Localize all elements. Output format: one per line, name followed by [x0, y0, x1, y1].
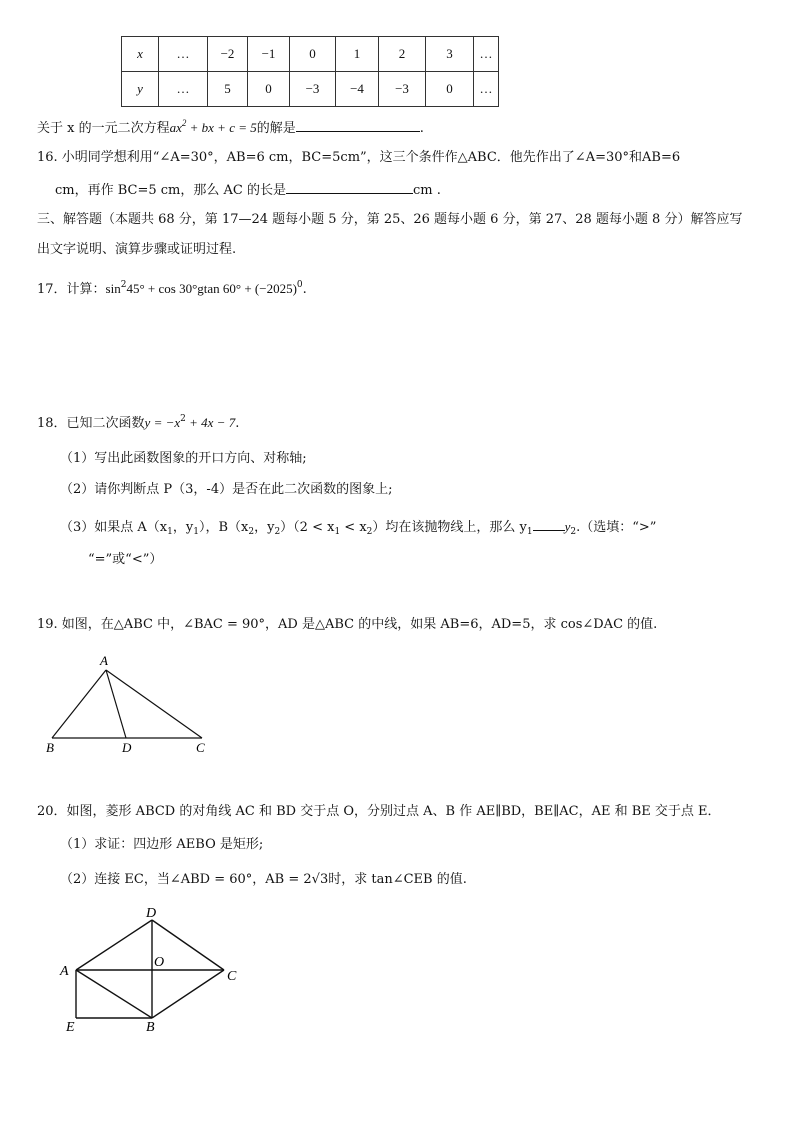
- table-cell: 1: [336, 37, 379, 72]
- question-20-part1: （1）求证：四边形 AEBO 是矩形;: [60, 837, 264, 852]
- question-19: 19. 如图，在△ABC 中，∠BAC = 90°，AD 是△ABC 的中线，如果 AB=6，AD=5，求 cos∠DAC 的值.: [37, 617, 658, 632]
- rhombus-figure: [56, 906, 256, 1036]
- label-C: C: [227, 969, 237, 984]
- table-row-y: [122, 72, 499, 107]
- q17-sin-exp: 2: [120, 280, 127, 290]
- label-C: C: [196, 740, 205, 755]
- table-cell: 3: [426, 37, 474, 72]
- table-cell: −1: [248, 37, 290, 72]
- table-header-x: x: [122, 37, 159, 72]
- label-B: B: [146, 1020, 155, 1035]
- q18-p3-text: （3）如果点 A（x: [60, 520, 168, 535]
- q18-p3-sub: 1: [526, 527, 533, 537]
- question-20-part2: （2）连接 EC，当∠ABD = 60°，AB = 2√3时，求 tan∠CEB 的值.: [60, 872, 467, 887]
- q16-line2-post: cm .: [413, 183, 441, 198]
- answer-blank[interactable]: [533, 518, 565, 531]
- table-cell: …: [474, 37, 499, 72]
- q15-eq-a: ax: [169, 120, 182, 135]
- q18-end: .: [235, 416, 240, 431]
- q18-pre: 18．已知二次函数: [37, 416, 145, 431]
- question-15: [37, 119, 424, 135]
- label-B: B: [46, 740, 54, 755]
- q18-p3-text: ，y: [172, 520, 194, 535]
- q17-pre: 17．计算：: [37, 282, 106, 297]
- q15-end: .: [419, 121, 424, 136]
- table-cell: −2: [208, 37, 248, 72]
- q18-eq2: + 4x − 7: [185, 415, 236, 430]
- value-table: [121, 36, 499, 107]
- question-17: [37, 281, 307, 296]
- table-cell: 0: [248, 72, 290, 107]
- q18-exp: 2: [180, 414, 186, 424]
- table-cell: 0: [426, 72, 474, 107]
- table-cell: −4: [336, 72, 379, 107]
- section-heading-line1: 三、解答题（本题共 68 分，第 17—24 题每小题 5 分，第 25、26 题每小题 6 分，第 27、28 题每小题 8 分）解答应写: [37, 212, 743, 227]
- question-18-part1: （1）写出此函数图象的开口方向、对称轴;: [60, 451, 307, 466]
- label-A: A: [100, 653, 108, 668]
- q18-y2: y: [564, 519, 571, 534]
- table-cell: −3: [379, 72, 426, 107]
- label-E: E: [66, 1020, 75, 1035]
- table-cell: 2: [379, 37, 426, 72]
- question-20: 20．如图，菱形 ABCD 的对角线 AC 和 BD 交于点 O，分别过点 A、B 作 AE∥BD，BE∥AC，AE 和 BE 交于点 E．: [37, 804, 721, 819]
- q18-p3-text: < x: [340, 520, 367, 535]
- answer-blank[interactable]: [296, 119, 420, 132]
- q18-p3-sub: 2: [366, 527, 373, 537]
- q18-p3-sub: 1: [193, 527, 199, 537]
- q18-p3-text: ）均在该抛物线上，那么 y: [372, 520, 527, 535]
- q18-p3-sub: 2: [248, 527, 255, 537]
- q15-eq-rest: + bx + c = 5: [186, 120, 257, 135]
- q18-p3-sub: 1: [167, 527, 173, 537]
- table-cell: …: [159, 37, 208, 72]
- q16-line2-pre: cm，再作 BC=5 cm，那么 AC 的长是: [55, 183, 286, 198]
- q18-p3-tail: .（选填：“>”: [576, 520, 657, 535]
- q18-p3-text: ），B（x: [198, 520, 249, 535]
- label-O: O: [154, 955, 165, 970]
- label-D: D: [146, 906, 157, 921]
- question-18-part3: [60, 518, 656, 537]
- triangle-figure: [40, 648, 220, 758]
- answer-blank[interactable]: [286, 181, 413, 194]
- q18-y: y: [144, 415, 151, 430]
- table-cell: …: [474, 72, 499, 107]
- q15-text: 关于 x 的一元二次方程: [37, 121, 170, 136]
- q18-p3-text: ，y: [254, 520, 275, 535]
- table-row-x: [122, 37, 499, 72]
- question-18-part3-line2: “=”或“<”）: [88, 552, 163, 567]
- table-cell: −3: [290, 72, 336, 107]
- table-cell: 0: [290, 37, 336, 72]
- label-D: D: [122, 740, 132, 755]
- q15-eq: [170, 120, 257, 135]
- q18-p3-sub: 1: [334, 527, 341, 537]
- q15-eq-exp: 2: [181, 118, 187, 128]
- table-header-y: y: [122, 72, 159, 107]
- q17-expression: 45° + cos 30°gtan 60° + (−2025): [126, 281, 297, 296]
- table-cell: …: [159, 72, 208, 107]
- question-18: [37, 415, 239, 430]
- q15-text-post: 的解是: [256, 121, 296, 136]
- q18-p3-sub: 2: [570, 527, 577, 537]
- section-heading-line2: 出文字说明、演算步骤或证明过程.: [37, 242, 237, 257]
- question-16-line1: 16. 小明同学想利用“∠A=30°，AB=6 cm，BC=5cm”，这三个条件作△ABC．他先作出了∠A=30°和AB=6: [37, 150, 681, 165]
- question-16-line2: [55, 181, 441, 197]
- q17-exp0: 0: [296, 280, 303, 290]
- label-A: A: [60, 964, 69, 979]
- q17-sin: sin: [105, 281, 121, 296]
- q18-eq: = −x: [150, 415, 181, 430]
- q18-p3-sub: 2: [274, 527, 281, 537]
- question-18-part2: （2）请你判断点 P（3，-4）是否在此二次函数的图象上;: [60, 482, 393, 497]
- q17-end: .: [302, 282, 307, 297]
- q18-p3-text: ）（2 < x: [280, 520, 335, 535]
- table-cell: 5: [208, 72, 248, 107]
